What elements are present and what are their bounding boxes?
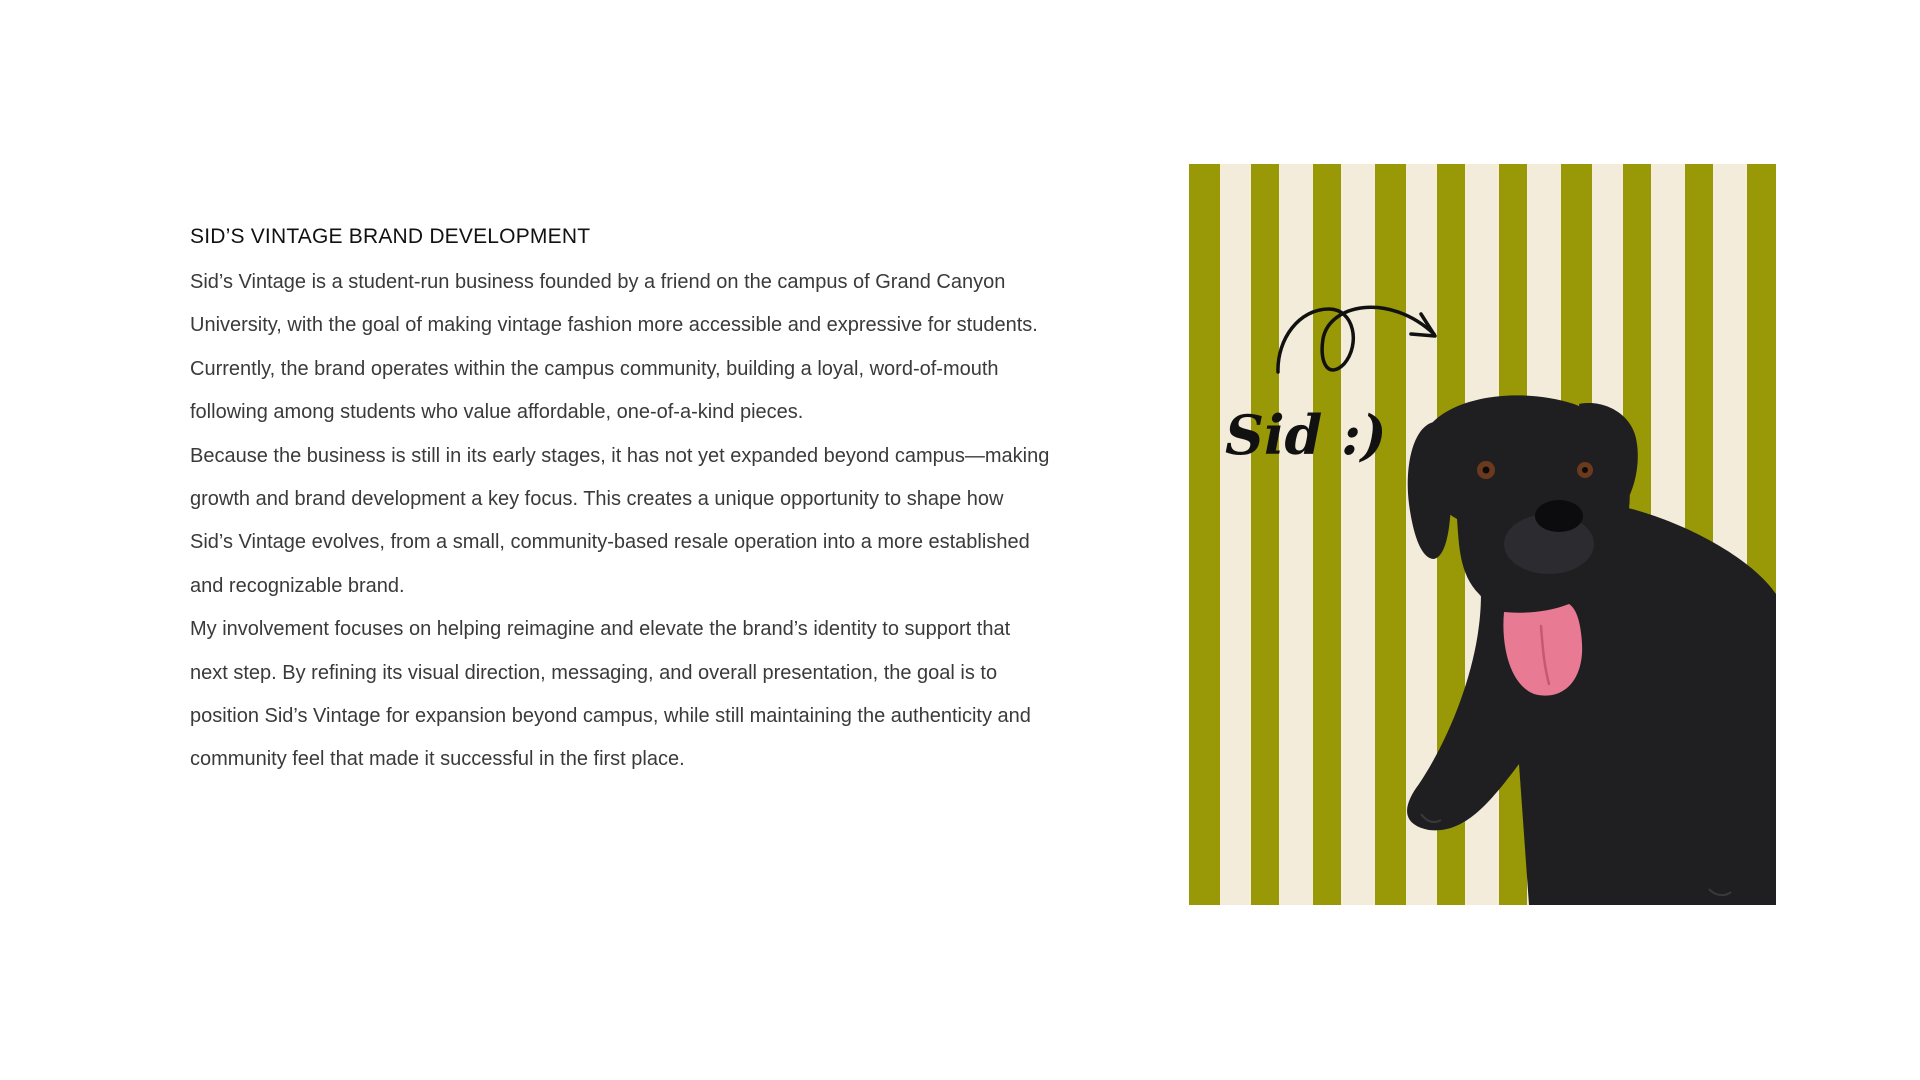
sid-photo <box>1189 164 1776 905</box>
section-heading: SID’S VINTAGE BRAND DEVELOPMENT <box>190 225 591 248</box>
paragraph-involvement: My involvement focuses on helping reimagine and elevate the brand’s identity to support that next step. By refining its visual direction, messaging, and overall presentation, the goal is to position Sid’s Vintage for expansion beyond campus, while still maintaining the authenticity and community feel that made it successful in the first place. <box>190 618 1031 771</box>
paragraph-intro: Sid’s Vintage is a student-run business founded by a friend on the campus of Grand Canyon University, with the goal of making vintage fashion more accessible and expressive for students. Currently, the brand operates within the campus community, building a loyal, word-of-mouth following among students who value affordable, one-of-a-kind pieces. <box>190 271 1038 424</box>
stripe <box>1251 164 1279 905</box>
paragraph-growth: Because the business is still in its early stages, it has not yet expanded beyond campus—making growth and brand development a key focus. This creates a unique opportunity to shape how Sid’s Vintage evolves, from a small, community-based resale operation into a more established and recognizable brand. <box>190 444 1050 597</box>
sid-photo-panel <box>1189 164 1776 905</box>
stripe <box>1189 164 1220 905</box>
photo-caption: Sid :) <box>1225 403 1387 467</box>
stripe <box>1375 164 1406 905</box>
brand-description <box>190 222 1050 782</box>
stripe <box>1313 164 1341 905</box>
